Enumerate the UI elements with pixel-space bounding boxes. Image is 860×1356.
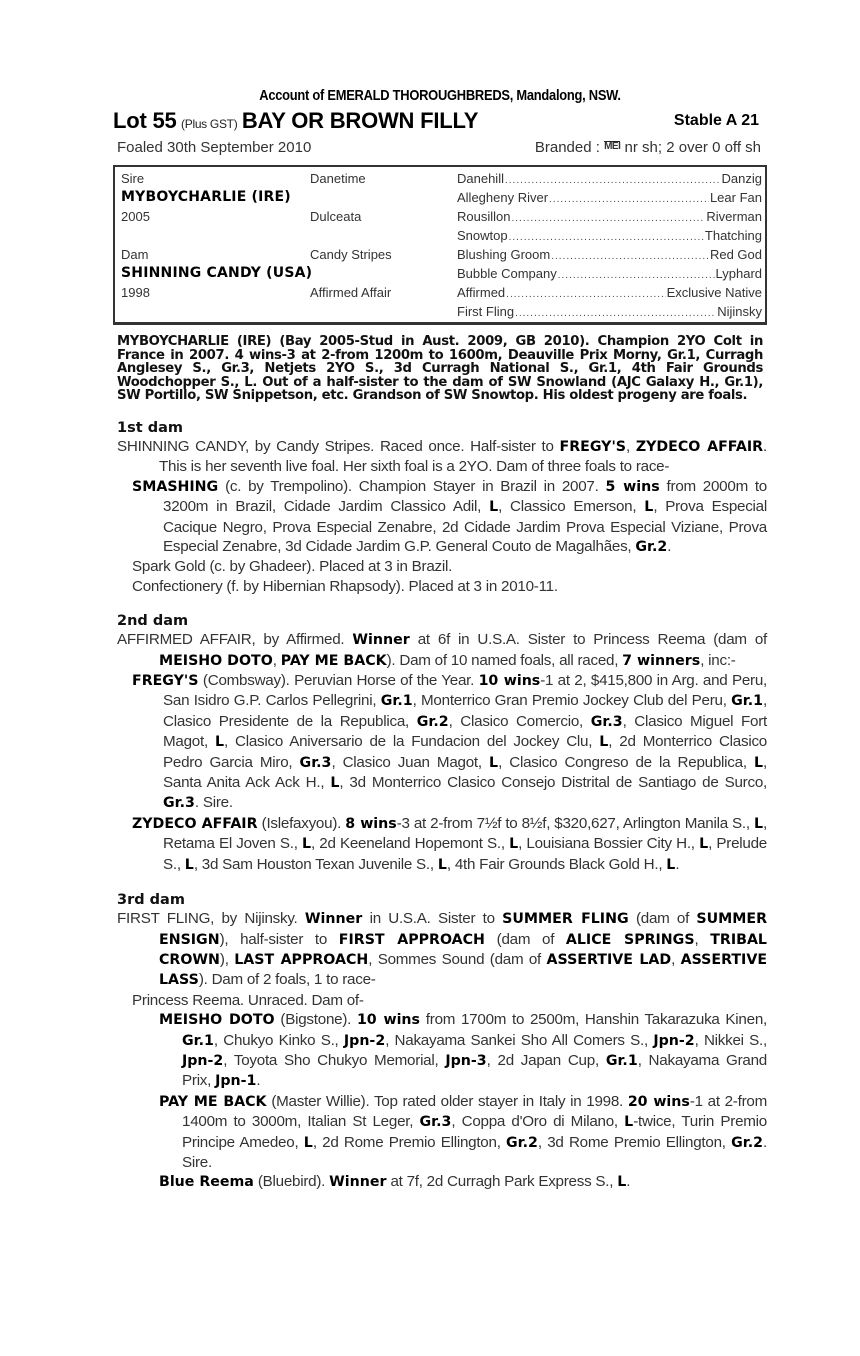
bold-text: ASSERTIVE LAD (546, 951, 672, 968)
text: , Clasico Comercio, (448, 712, 591, 730)
text: , Toyota Sho Chukyo Memorial, (223, 1051, 446, 1069)
text: . This is her seventh live foal. Her sixth foal is a 2YO. Dam of three foals to race- (159, 437, 768, 476)
bold-text: L (301, 836, 311, 853)
text: , Clasico Congreso de la Republica, (498, 753, 754, 771)
text: , Nakayama Grand Prix, (182, 1051, 768, 1090)
text: , Retama El Joven S., (163, 814, 768, 853)
text: FIRST FLING, by Nijinsky. (117, 910, 305, 928)
text: ). Dam of 10 named foals, all raced, (386, 651, 623, 669)
bold-text: L (437, 856, 447, 873)
progeny-zydeco-affair (113, 814, 767, 875)
bold-text: L (699, 836, 709, 853)
text: . (675, 855, 680, 873)
brand-mark-icon: MEI (604, 141, 621, 152)
text: ). Dam of 2 foals, 1 to race- (198, 971, 376, 989)
text: , 2d Keeneland Hopemont S., (311, 835, 510, 853)
bold-text: Gr.1 (182, 1032, 214, 1049)
grandparent-name: First Fling (457, 304, 515, 319)
grandparent-name: Blushing Groom (457, 247, 551, 262)
bold-text: LAST APPROACH (234, 951, 369, 968)
text: -1 at 2, $415,800 in Arg. and Peru, San Isidro G.P. Carlos Pellegrini, (163, 672, 767, 710)
text: , inc:- (700, 651, 736, 669)
sire-label: Sire (121, 171, 145, 186)
text: . Sire. (182, 1133, 767, 1171)
bold-text: SUMMER ENSIGN (159, 911, 767, 948)
text: , 2d Rome Premio Ellington, (312, 1133, 507, 1151)
progeny-pay-me-back (113, 1092, 767, 1173)
dam-name: SHINNING CANDY (USA) (121, 265, 313, 281)
bold-text: Winner (304, 911, 363, 928)
bold-text: L (666, 856, 676, 873)
text: , Clasico Juan Magot, (331, 753, 490, 771)
second-dam-section (113, 613, 767, 875)
pedigree-box (113, 165, 767, 325)
text: , (626, 437, 636, 455)
dam-sire: Candy Stripes (310, 247, 392, 262)
text: , Monterrico Gran Premio Jockey Club del Peru, (412, 692, 732, 710)
text: (Combsway). Peruvian Horse of the Year. (198, 672, 479, 690)
bold-text: MEISHO DOTO (159, 652, 273, 669)
bold-text: ASSERTIVE LASS (159, 951, 768, 989)
vendor-account: Account of EMERALD THOROUGHBREDS, Mandalong, NSW. (259, 87, 621, 104)
text: (c. by Trempolino). Champion Stayer in Brazil in 2007. (218, 477, 606, 495)
horse-description: BAY OR BROWN FILLY (241, 108, 479, 133)
sire-year: 2005 (121, 209, 150, 224)
bold-text: L (509, 836, 519, 853)
bold-text: ALICE SPRINGS (565, 931, 695, 948)
text: , Coppa d'Oro di Milano, (451, 1113, 625, 1131)
third-dam-intro (113, 909, 767, 991)
bold-text: Jpn-2 (182, 1052, 224, 1069)
text: , Nikkei S., (694, 1031, 767, 1049)
bold-text: Gr.1 (731, 693, 764, 710)
text: (Islefaxyou). (257, 814, 346, 832)
text: , Clasico Presidente de la Republica, (163, 692, 767, 730)
sire-sire: Danetime (310, 171, 366, 186)
sire-dam: Dulceata (310, 209, 362, 224)
grandparent-sire: Lyphard (715, 266, 762, 281)
bold-text: 10 wins (478, 673, 541, 690)
text: (dam of (484, 930, 566, 948)
grandparent-row (457, 245, 762, 264)
branded-detail: nr sh; 2 over 0 off sh (624, 139, 761, 156)
dam-label: Dam (121, 247, 149, 262)
text: . (667, 538, 672, 555)
plus-gst-note: (Plus GST) (181, 117, 238, 131)
bold-text: Gr.2 (416, 713, 449, 730)
sire-summary: MYBOYCHARLIE (IRE) (Bay 2005-Stud in Aust. 2009, GB 2010). Champion 2YO Colt in France in 2007. 4 wins-3 at 2-from 1200m to 1600m, Deauville Prix Morny, Gr.1, Curragh Anglesey S., Gr.3, Netjets 2YO S., 3d Curragh National S., Gr.1, 4th Fair Grounds Woodchopper S., L. Out of a half-sister to the dam of SW Snowland (AJC Galaxy H., Gr.1), SW Portillo, SW Snippetson, etc. Grandson of SW Snowtop. His oldest progeny are foals. (117, 334, 763, 404)
bold-text: Gr.3 (299, 754, 332, 771)
progeny-name: SMASHING (132, 478, 219, 495)
bold-text: Winner (352, 632, 410, 649)
first-dam-intro (113, 437, 767, 477)
grandparent-row (457, 188, 762, 207)
text: . (256, 1072, 261, 1090)
text: , Clasico Miguel Fort Magot, (163, 712, 767, 751)
progeny-name: MEISHO DOTO (159, 1012, 275, 1029)
text: ), (219, 950, 235, 968)
grandparent-sire: Danzig (721, 171, 762, 186)
text: from 1700m to 2500m, Hanshin Takarazuka Kinen, (419, 1011, 767, 1029)
branding (535, 137, 761, 159)
grandparent-sire: Nijinsky (717, 304, 762, 319)
grandparent-name: Bubble Company (457, 266, 557, 281)
leader-dots (515, 304, 716, 323)
grandparent-sire: Riverman (706, 209, 762, 224)
bold-text: L (753, 754, 764, 771)
text: -twice, Turin Premio Principe Amedeo, (182, 1113, 767, 1151)
bold-text: L (489, 499, 499, 516)
progeny-name: ZYDECO AFFAIR (132, 815, 258, 832)
bold-text: Gr.3 (419, 1114, 452, 1131)
stable-location: Stable A 21 (673, 112, 759, 129)
bold-text: L (330, 775, 340, 792)
text: , Prelude S., (163, 835, 767, 873)
bold-text: L (184, 856, 194, 873)
text: (dam of (628, 910, 697, 928)
grandparent-name: Rousillon (457, 209, 511, 224)
progeny-confectionery: Confectionery (f. by Hibernian Rhapsody). Placed at 3 in 2010-11. (132, 577, 558, 595)
progeny-name: Blue Reema (159, 1174, 254, 1191)
text: , Sommes Sound (dam of (368, 950, 547, 968)
sire-year-row (121, 207, 451, 226)
grandparent-row (457, 169, 762, 188)
progeny-spark-gold: Spark Gold (c. by Ghadeer). Placed at 3 in Brazil. (132, 558, 453, 576)
sire-name: MYBOYCHARLIE (IRE) (121, 189, 291, 205)
grandparent-sire: Thatching (704, 228, 762, 243)
text: -3 at 2-from 7½f to 8½f, $320,627, Arlington Manila S., (396, 814, 754, 832)
first-dam-section (113, 420, 767, 596)
bold-text: L (489, 754, 499, 771)
progeny-meisho-doto (113, 1010, 767, 1092)
bold-text: Gr.1 (605, 1052, 638, 1069)
grandparent-sire: Exclusive Native (666, 285, 762, 300)
text: in U.S.A. Sister to (362, 910, 503, 928)
bold-text: Gr.3 (590, 713, 623, 730)
text: (Bluebird). (253, 1173, 330, 1191)
grandparent-sire: Red God (709, 247, 762, 262)
leader-dots (549, 190, 709, 209)
text: , 4th Fair Grounds Black Gold H., (446, 855, 667, 873)
text: -1 at 2-from 1400m to 3000m, Italian St Leger, (182, 1092, 767, 1131)
leader-dots (506, 285, 665, 304)
text: SHINNING CANDY, by Candy Stripes. Raced once. Half-sister to (117, 437, 560, 455)
text: ), half-sister to (219, 930, 339, 948)
bold-text: Gr.1 (380, 693, 413, 710)
text: , 2d Japan Cup, (486, 1051, 606, 1069)
pedigree-parents (121, 169, 451, 302)
text: , (671, 950, 681, 968)
bold-text: L (624, 1114, 634, 1131)
text: , Classico Emerson, (498, 498, 645, 516)
bold-text: SUMMER FLING (502, 911, 629, 928)
text: at 7f, 2d Curragh Park Express S., (386, 1173, 618, 1191)
grandparent-name: Danehill (457, 171, 504, 186)
first-dam-heading: 1st dam (117, 419, 183, 436)
text: , Louisiana Bossier City H., (518, 835, 700, 853)
catalogue-page (113, 86, 767, 1193)
grandparent-sire: Lear Fan (709, 190, 762, 205)
bold-text: 8 wins (345, 815, 397, 832)
third-dam-heading: 3rd dam (117, 892, 185, 909)
bold-text: 7 winners (622, 652, 701, 669)
progeny-name: PAY ME BACK (159, 1093, 267, 1110)
princess-reema: Princess Reema. Unraced. Dam of- (132, 991, 364, 1009)
bold-text: L (617, 1174, 627, 1191)
bold-text: L (754, 815, 764, 832)
grandparent-row (457, 264, 762, 283)
bold-text: Gr.2 (635, 539, 668, 555)
grandparent-name: Affirmed (457, 285, 506, 300)
text: , Chukyo Kinko S., (213, 1031, 344, 1049)
grandparent-name: Allegheny River (457, 190, 549, 205)
bold-text: PAY ME BACK (280, 652, 387, 669)
text: . Sire. (194, 794, 233, 812)
text: , 3d Sam Houston Texan Juvenile S., (193, 855, 438, 873)
bold-text: FREGY'S (559, 438, 627, 455)
bold-text: Jpn-1 (215, 1073, 257, 1090)
text: , (272, 651, 281, 669)
bold-text: L (303, 1134, 313, 1151)
foaled-line (113, 137, 767, 159)
lot-line (113, 108, 767, 134)
sire-label-row (121, 169, 451, 188)
text: (Bigstone). (274, 1011, 357, 1029)
spacer (121, 226, 451, 245)
dam-year-row (121, 283, 451, 302)
leader-dots (551, 247, 709, 266)
bold-text: 10 wins (356, 1012, 420, 1029)
bold-text: Jpn-2 (653, 1032, 695, 1049)
text: , 3d Rome Premio Ellington, (537, 1133, 732, 1151)
text: , Nakayama Sankei Sho All Comers S., (385, 1031, 654, 1049)
grandparent-name: Snowtop (457, 228, 508, 243)
text: (Master Willie). Top rated older stayer in Italy in 1998. (266, 1092, 628, 1110)
bold-text: Gr.2 (506, 1134, 538, 1151)
bold-text: TRIBAL CROWN (159, 931, 767, 968)
text: , 2d Monterrico Clasico Pedro Garcia Miro, (163, 733, 767, 771)
bold-text: 5 wins (605, 478, 660, 495)
branded-label: Branded : (534, 139, 600, 156)
dam-label-row (121, 245, 451, 264)
bold-text: ZYDECO AFFAIR (635, 438, 764, 455)
lot-number: Lot 55 (113, 108, 177, 133)
pedigree-grandparents (457, 169, 762, 321)
grandparent-row (457, 283, 762, 302)
text: at 6f in U.S.A. Sister to Princess Reema (dam of (409, 631, 767, 649)
text: from 2000m to 3200m in Brazil, Cidade Jardim Classico Adil, (163, 477, 767, 516)
text: , Prova Especial Cacique Negro, Prova Especial Zenabre, 2d Cidade Jardim Prova Especial Viziane, Prova Especial Zenabre, 3d Cidade Jardim G.P. General Couto de Magalhães, (163, 498, 767, 555)
progeny-fregys (113, 671, 767, 814)
leader-dots (511, 209, 705, 228)
bold-text: L (214, 734, 224, 751)
dam-year: 1998 (121, 285, 150, 300)
bold-text: Gr.3 (163, 795, 195, 812)
text: , 3d Monterrico Clasico Consejo Distrital de Santiago de Surco, (339, 774, 767, 792)
foaled-date: Foaled 30th September 2010 (117, 139, 312, 156)
bold-text: L (599, 734, 609, 751)
progeny-blue-reema (113, 1172, 767, 1192)
bold-text: Winner (329, 1174, 387, 1191)
bold-text: L (644, 499, 654, 516)
grandparent-row (457, 207, 762, 226)
second-dam-heading: 2nd dam (117, 613, 189, 630)
second-dam-intro (113, 630, 767, 671)
progeny-name: FREGY'S (132, 673, 199, 690)
third-dam-section (113, 892, 767, 1193)
bold-text: Jpn-3 (445, 1052, 487, 1069)
bold-text: FIRST APPROACH (338, 931, 485, 948)
text: , (694, 930, 711, 948)
text: . (626, 1173, 631, 1191)
bold-text: Jpn-2 (343, 1032, 386, 1049)
progeny-smashing (113, 477, 767, 558)
bold-text: Gr.2 (731, 1134, 763, 1151)
grandparent-row (457, 302, 762, 321)
text: AFFIRMED AFFAIR, by Affirmed. (117, 631, 353, 649)
grandparent-row (457, 226, 762, 245)
bold-text: 20 wins (627, 1093, 690, 1110)
text: , Clasico Aniversario de la Fundacion del Jockey Clu, (224, 733, 600, 751)
dam-dam: Affirmed Affair (310, 285, 392, 300)
text: , Santa Anita Ack Ack H., (163, 753, 768, 792)
